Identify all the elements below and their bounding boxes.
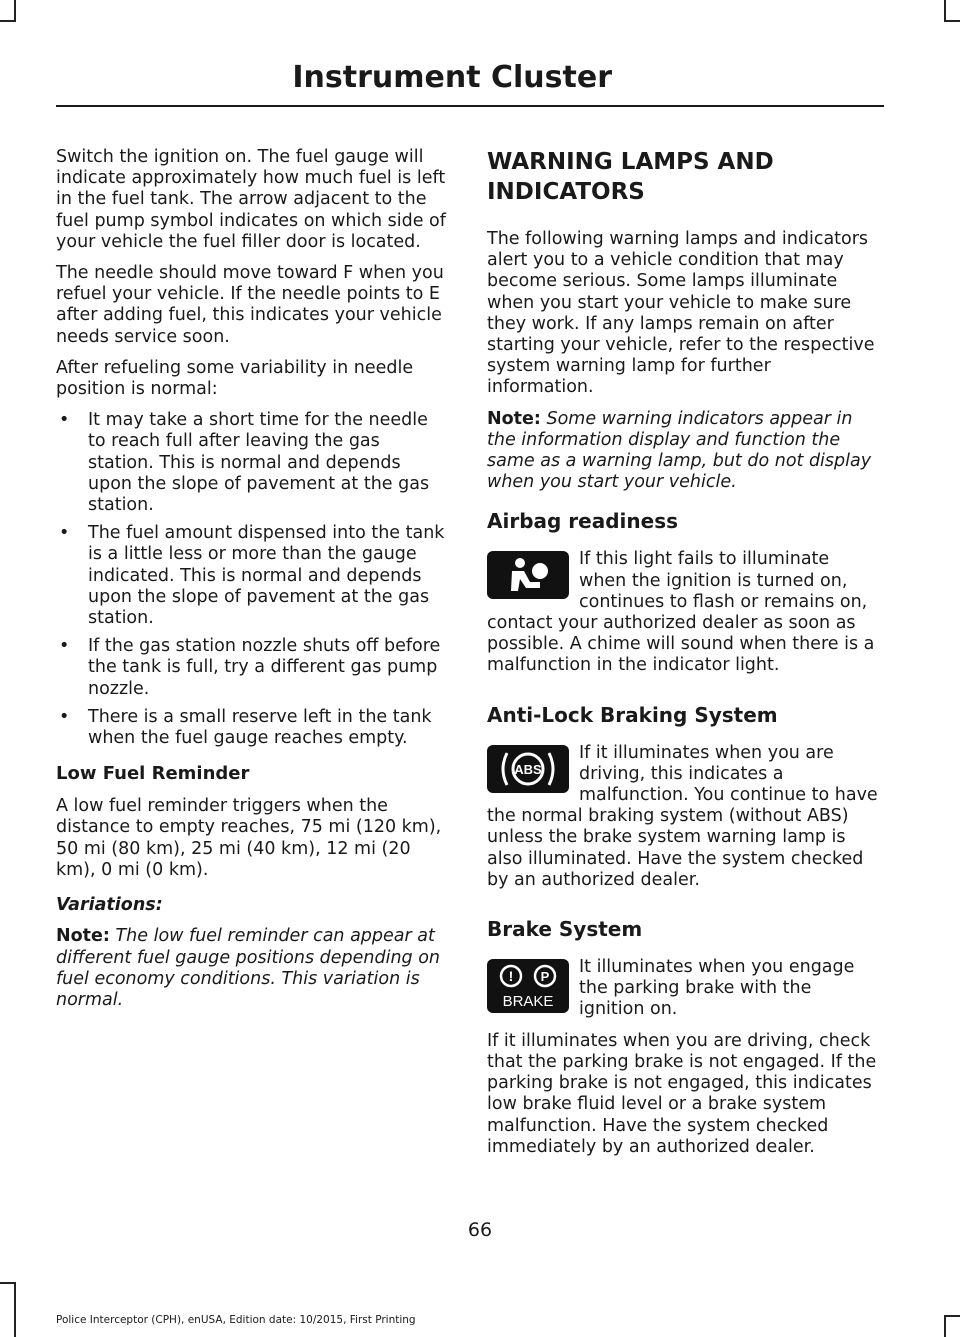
section-title-line: INDICATORS xyxy=(487,179,645,205)
page-title: Instrument Cluster xyxy=(292,60,612,95)
abs-icon xyxy=(487,745,569,793)
crop-mark xyxy=(0,20,16,22)
subsection-heading: Airbag readiness xyxy=(487,509,678,534)
crop-mark xyxy=(944,0,946,22)
airbag-icon xyxy=(487,551,569,599)
paragraph: After refueling some variability in needle position is normal: xyxy=(56,357,414,400)
abs-icon-label: ABS xyxy=(514,761,542,777)
airbag-block xyxy=(487,549,881,686)
paragraph: The needle should move toward F when you refuel your vehicle. If the needle points to E after adding fuel, this indicates your vehicle needs service soon. xyxy=(56,263,444,347)
brake-icon xyxy=(487,959,569,1013)
note-label: Note: xyxy=(487,408,541,429)
note xyxy=(487,409,881,494)
variations-label: Variations: xyxy=(56,895,163,916)
header-rule xyxy=(56,105,884,107)
left-column xyxy=(56,147,450,1021)
paragraph: Switch the ignition on. The fuel gauge will indicate approximately how much fuel is left in the fuel tank. The arrow adjacent to the fuel pump symbol indicates on which side of your vehicle the fuel filler door is located. xyxy=(56,147,446,252)
list-item: • The fuel amount dispensed into the tank is a little less or more than the gauge indicated. This is normal and depends upon the slope of pavement at the gas station. xyxy=(56,523,450,629)
crop-mark xyxy=(14,0,16,22)
crop-mark xyxy=(0,1282,16,1284)
crop-mark xyxy=(944,20,960,22)
note-text: The low fuel reminder can appear at different fuel gauge positions depending on fuel economy conditions. This variation is normal. xyxy=(56,926,441,1010)
svg-text:!: ! xyxy=(508,968,514,985)
footer-text: Police Interceptor (CPH), enUSA, Edition date: 10/2015, First Printing xyxy=(56,1314,416,1326)
subsection-heading: Anti-Lock Braking System xyxy=(487,702,778,727)
crop-mark xyxy=(14,1282,16,1337)
crop-mark xyxy=(944,1315,960,1317)
paragraph: If this light fails to illuminate when the ignition is turned on, continues to flash or remains on, contact your authorized dealer as soon as possible. A chime will sound when there is a malfunction in the indicator light. xyxy=(487,549,875,676)
paragraph: If it illuminates when you are driving, this indicates a malfunction. You continue to have the normal braking system (without ABS) unless the brake system warning lamp is also illuminated. Have the system checked by an authorized dealer. xyxy=(487,742,878,890)
paragraph: A low fuel reminder triggers when the distance to empty reaches, 75 mi (120 km), 50 mi (80 km), 25 mi (40 km), 12 mi (20 km), 0 mi (0 km). xyxy=(56,796,442,880)
section-title-line: WARNING LAMPS AND xyxy=(487,149,774,175)
page-number: 66 xyxy=(467,1219,493,1241)
brake-block xyxy=(487,957,881,1031)
abs-block xyxy=(487,743,881,901)
crop-mark xyxy=(944,1315,946,1337)
paragraph: The following warning lamps and indicators alert you to a vehicle condition that may become serious. Some lamps illuminate when you start your vehicle to make sure they work. If any lamps remain on after starting your vehicle, refer to the respective system warning lamp for further information. xyxy=(487,229,875,398)
section-heading: Low Fuel Reminder xyxy=(56,763,250,785)
list-item: • It may take a short time for the needle to reach full after leaving the gas station. This is normal and depends upon the slope of pavement at the gas station. xyxy=(56,410,450,516)
paragraph: It illuminates when you engage the parking brake with the ignition on. xyxy=(579,957,855,1020)
note-label: Note: xyxy=(56,926,110,947)
brake-icon-label: BRAKE xyxy=(502,993,554,1011)
list-item: • If the gas station nozzle shuts off before the tank is full, try a different gas pump nozzle. xyxy=(56,636,450,700)
subsection-heading: Brake System xyxy=(487,917,643,942)
right-column xyxy=(487,147,881,1168)
list-item: • There is a small reserve left in the tank when the fuel gauge reaches empty. xyxy=(56,707,450,749)
section-title xyxy=(487,147,881,207)
paragraph: If it illuminates when you are driving, check that the parking brake is not engaged. If the parking brake is not engaged, this indicates low brake fluid level or a brake system malfunction. Have the system checked immediately by an authorized dealer. xyxy=(487,1030,877,1157)
bullet-list xyxy=(56,410,450,749)
brake-icon-p: P xyxy=(540,969,550,985)
note-text: Some warning indicators appear in the information display and function the same as a warning lamp, but do not display when you start your vehicle. xyxy=(487,408,872,493)
note xyxy=(56,926,450,1011)
